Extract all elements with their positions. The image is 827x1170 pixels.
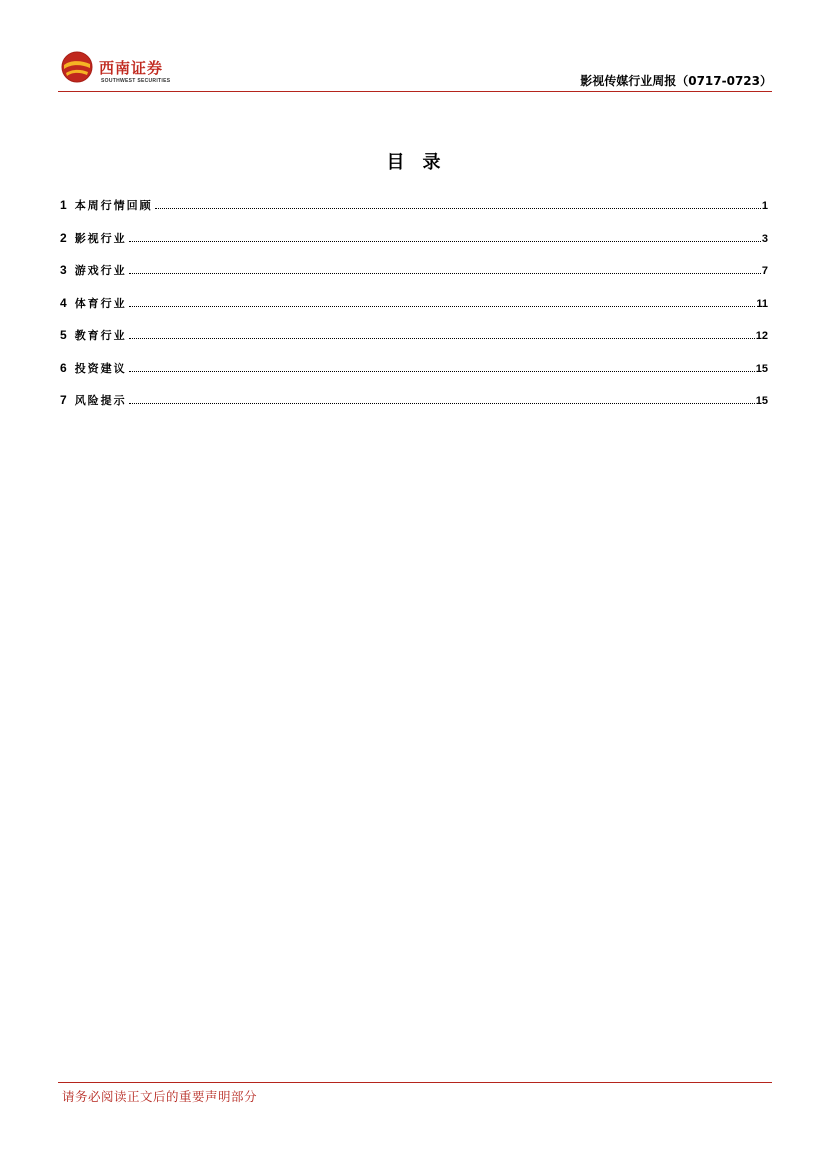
toc-entry-number: 6 bbox=[60, 360, 67, 375]
toc-entry-number: 3 bbox=[60, 263, 67, 277]
header-divider bbox=[58, 91, 772, 92]
toc-entry[interactable] bbox=[60, 197, 768, 230]
toc-entry-title[interactable]: 游戏行业 bbox=[74, 264, 127, 277]
toc-entry-page[interactable]: 15 bbox=[755, 362, 768, 375]
southwest-securities-logo-icon bbox=[61, 51, 93, 83]
toc-entry[interactable] bbox=[60, 262, 768, 295]
logo-name-cn: 西南证券 bbox=[99, 59, 164, 77]
toc-entry-page[interactable]: 11 bbox=[756, 297, 768, 310]
toc-leader-dots bbox=[129, 240, 761, 242]
table-of-contents bbox=[60, 197, 768, 425]
toc-entry-title[interactable]: 投资建议 bbox=[74, 361, 127, 375]
toc-entry-page[interactable]: 1 bbox=[761, 200, 768, 212]
toc-entry-title[interactable]: 影视行业 bbox=[74, 231, 127, 245]
toc-entry-title[interactable]: 本周行情回顾 bbox=[74, 199, 153, 212]
toc-entry-number: 4 bbox=[60, 295, 67, 310]
toc-entry-number: 1 bbox=[60, 198, 67, 212]
footer-divider bbox=[58, 1082, 772, 1083]
toc-entry-number: 7 bbox=[60, 393, 67, 407]
footer-disclaimer-note: 请务必阅读正文后的重要声明部分 bbox=[62, 1089, 258, 1104]
toc-entry-title[interactable]: 教育行业 bbox=[74, 329, 127, 342]
toc-leader-dots bbox=[129, 272, 761, 274]
logo-name-en: SOUTHWEST SECURITIES bbox=[101, 78, 171, 84]
toc-entry-title[interactable]: 体育行业 bbox=[74, 296, 127, 310]
toc-leader-dots bbox=[129, 370, 755, 372]
toc-entry[interactable] bbox=[60, 295, 768, 328]
toc-entry-title[interactable]: 风险提示 bbox=[74, 394, 127, 407]
toc-entry[interactable] bbox=[60, 392, 768, 425]
toc-leader-dots bbox=[129, 337, 755, 339]
toc-entry[interactable] bbox=[60, 230, 768, 263]
company-logo bbox=[61, 51, 181, 85]
toc-entry-page[interactable]: 12 bbox=[755, 330, 768, 342]
toc-entry-number: 5 bbox=[60, 328, 67, 342]
toc-entry-page[interactable]: 3 bbox=[761, 232, 768, 245]
toc-entry[interactable] bbox=[60, 327, 768, 360]
toc-leader-dots bbox=[155, 207, 761, 209]
toc-leader-dots bbox=[129, 305, 756, 307]
toc-entry-number: 2 bbox=[60, 230, 67, 245]
toc-leader-dots bbox=[129, 402, 755, 404]
report-title: 影视传媒行业周报（0717-0723） bbox=[580, 74, 772, 88]
toc-entry-page[interactable]: 7 bbox=[761, 265, 768, 277]
toc-entry[interactable] bbox=[60, 360, 768, 393]
toc-entry-page[interactable]: 15 bbox=[755, 395, 768, 407]
page-header bbox=[58, 46, 772, 92]
toc-heading: 目录 bbox=[386, 152, 459, 173]
